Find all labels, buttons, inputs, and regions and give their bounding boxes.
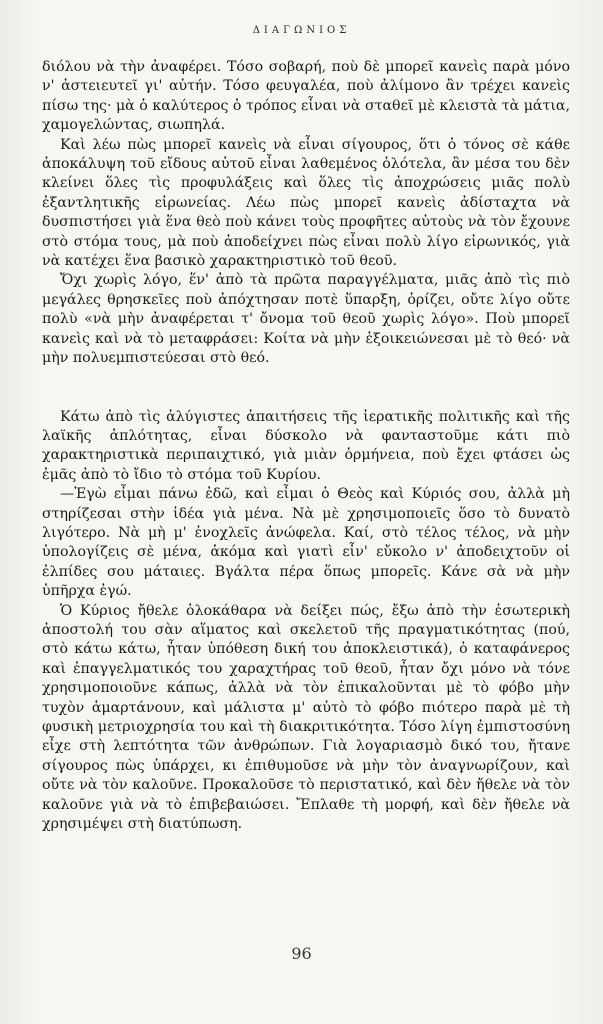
dialogue-paragraph: —Ἐγὼ εἶμαι πάνω ἐδῶ, καὶ εἶμαι ὁ Θεὸς καὶ Κύριός σου, ἀλλὰ μὴ στηρίζεσαι στὴν ἰδέα γιὰ μένα. Νὰ μὲ χρησιμοποιεῖς ὅσο τὸ δυνατὸ λιγότερο. Νὰ μὴ μ' ἐνοχλεῖς ἀνώφελα. Καί, στὸ τέλος τέλος, νὰ μὴν ὑπολογίζεις σὲ μένα, ἀκόμα καὶ γιατὶ εἶν' εὔκολο ν' ἀποδειχτοῦν οἱ ἐλπίδες σου μάταιες. Βγάλτα πέρα ὅπως μπορεῖς. Κάνε σὰ νὰ μὴν ὑπῆρχα ἐγώ. xyxy=(42,486,570,600)
paragraph: διόλου νὰ τὴν ἀναφέρει. Τόσο σοβαρή, ποὺ δὲ μπορεῖ κανεὶς παρὰ μόνο ν' ἀστειευτεῖ γι' αὐτήν. Τόσο φευγαλέα, ποὺ ἀλίμονο ἂν τρέχει κανεὶς πίσω της· μὰ ὁ καλύτερος ὁ τρόπος εἶναι νὰ σταθεῖ μὲ κλειστὰ τὰ μάτια, χαμογελώντας, σιωπηλά. xyxy=(42,59,570,134)
paragraph: Καὶ λέω πὼς μπορεῖ κανεὶς νὰ εἶναι σίγουρος, ὅτι ὁ τόνος σὲ κάθε ἀποκάλυψη τοῦ εἴδους αὐτοῦ εἶναι λαθεμένος ὁλότελα, ἂν μέσα του δὲν κλείνει ὅλες τὶς προφυλάξεις καὶ ὅλες τὶς ἀποχρώσεις μιᾶς πολὺ ἐξαντλητικῆς εἰρωνείας. Λέω πὼς μπορεῖ κανεὶς ἀδίσταχτα νὰ δυσπιστήσει γιὰ ἕνα θεὸ ποὺ κάνει τοὺς προφῆτες αὐτοὺς νὰ τὸν ἔχουνε στὸ στόμα τους, μὰ ποὺ ἀποδείχνει πὼς εἶναι πολὺ λίγο εἰρωνικός, γιὰ νὰ κατέχει ἕνα βασικὸ χαρακτηριστικὸ τοῦ θεοῦ. xyxy=(42,136,570,270)
section-break xyxy=(42,369,570,408)
paragraph: Ὄχι χωρὶς λόγο, ἕν' ἀπὸ τὰ πρῶτα παραγγέλματα, μιᾶς ἀπὸ τὶς πιὸ μεγάλες θρησκεῖες ποὺ ἀπόχτησαν ποτὲ ὕπαρξη, ὁρίζει, οὔτε λίγο οὔτε πολὺ «νὰ μὴν ἀναφέρεται τ' ὄνομα τοῦ θεοῦ χωρὶς λόγο». Ποὺ μπορεῖ κανεὶς καὶ νὰ τὸ μεταφράσει: Κοίτα νὰ μὴν ἐξοικειώνεσαι μὲ τὸ θεό· νὰ μὴν πολυεμπιστεύεσαι στὸ θεό. xyxy=(42,272,570,367)
paragraph: Κάτω ἀπὸ τὶς ἀλύγιστες ἀπαιτήσεις τῆς ἱερατικῆς πολιτικῆς καὶ τῆς λαϊκῆς ἁπλότητας, εἶναι δύσκολο νὰ φανταστοῦμε κάτι πιὸ χαρακτηριστικὰ περιπαιχτικό, γιὰ μιὰν ὁρμήνεια, ποὺ ἔχει φτάσει ὡς ἐμᾶς ἀπὸ τὸ ἴδιο τὸ στόμα τοῦ Κυρίου. xyxy=(42,408,570,483)
paragraph: Ὁ Κύριος ἤθελε ὁλοκάθαρα νὰ δείξει πώς, ἔξω ἀπὸ τὴν ἐσωτερικὴ ἀποστολή του σὰν αἵματος καὶ σκελετοῦ τῆς πραγματικότητας (πού, στὸ κάτω κάτω, ἦταν ὑπόθεση δική του ἀποκλειστικά), ὁ καταφάνερος καὶ ἐπαγγελματικός του χαραχτήρας τοῦ θεοῦ, ἦταν ὄχι μόνο νὰ τόνε χρησιμοποιοῦνε κάπως, ἀλλὰ νὰ τὸν ἐπικαλοῦνται μὲ τὸ φόβο μὴν τυχὸν ἁμαρτάνουν, καὶ μάλιστα μ' αὐτὸ τὸ φόβο πιότερο παρὰ μὲ τὴ φυσικὴ μετριοχρησία του καὶ τὴ διακριτικότητα. Τόσο λίγη ἐμπιστοσύνη εἶχε στὴ λεπτότητα τῶν ἀνθρώπων. Γιὰ λογαριασμὸ δικό του, ἤτανε σίγουρος πὼς ὑπάρχει, κι ἐπιθυμοῦσε νὰ μὴν τὸν ἀναγνωρίζουν, καὶ οὔτε νὰ τὸν καλοῦνε. Προκαλοῦσε τὸ περιστατικό, καὶ δὲν ἤθελε νὰ τὸν καλοῦνε γιὰ νὰ τὸ ἐπιβεβαιώσει. Ἔπλαθε τὴ μορφή, καὶ δὲν ἤθελε νὰ χρησιμέψει στὴ διατύπωση. xyxy=(42,602,570,833)
page-number: 96 xyxy=(291,944,312,963)
body-text xyxy=(42,58,570,834)
running-head: ΔΙΑΓΩΝΙΟΣ xyxy=(252,25,351,36)
